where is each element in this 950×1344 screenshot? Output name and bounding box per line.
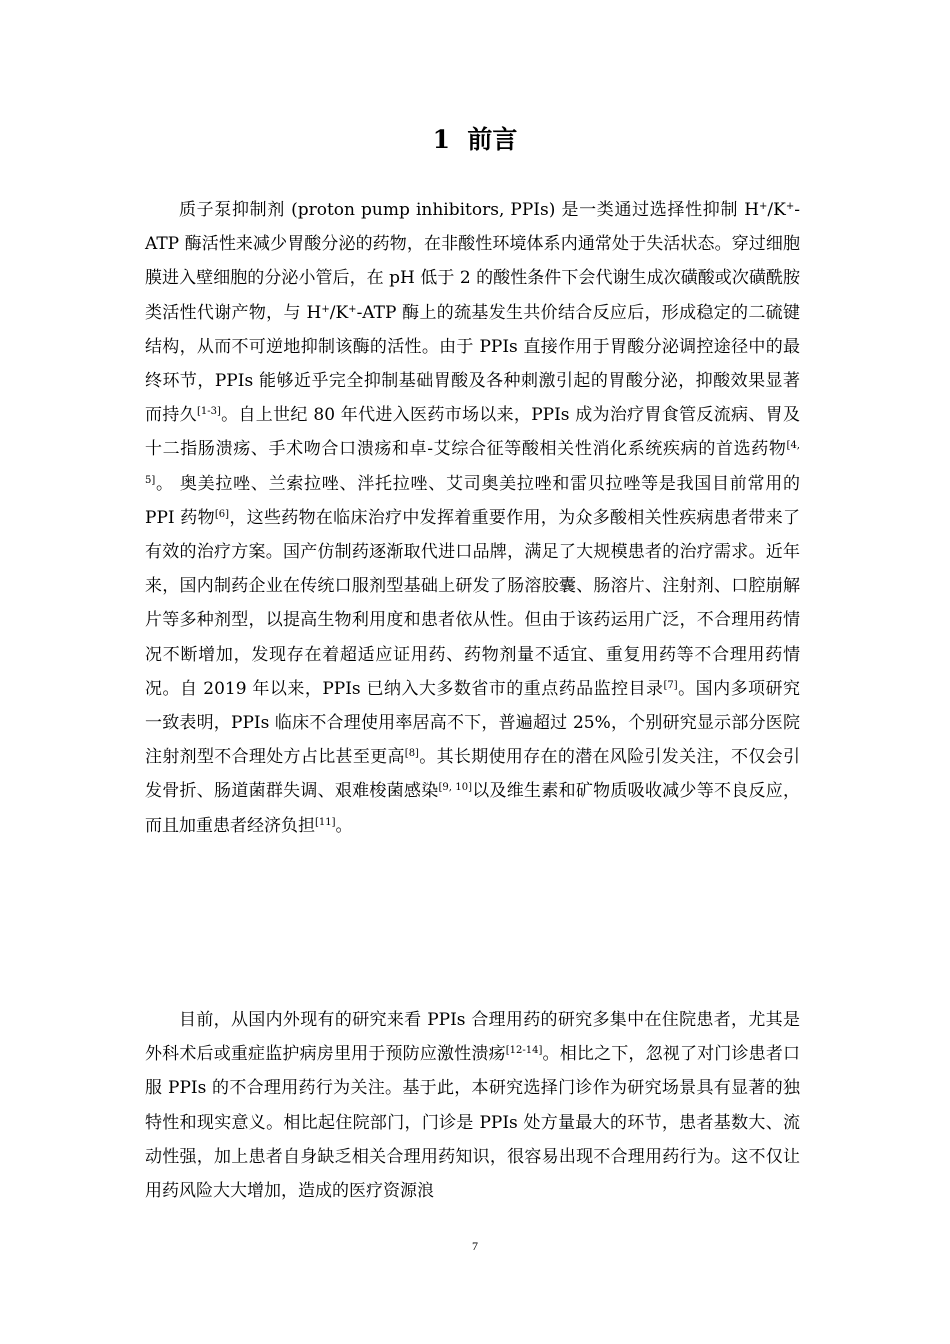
citation-superscript: [4, 5] [145, 440, 800, 486]
citation-superscript: + [785, 201, 795, 212]
paragraph-text: 质子泵抑制剂 (proton pump inhibitors, PPIs) 是一类通过选择性抑制 H [179, 200, 760, 220]
section-title: 前言 [467, 125, 518, 154]
paragraph-text: 。自上世纪 80 年代进入医药市场以来，PPIs 成为治疗胃食管反流病、胃及十二指肠溃疡、手术吻合口溃疡和卓-艾综合征等酸相关性消化系统疾病的首选药物 [145, 405, 800, 460]
section-heading [0, 122, 950, 158]
citation-superscript: [7] [663, 679, 678, 691]
paragraph-current-research [145, 1003, 800, 1208]
citation-superscript: [1-3] [196, 406, 221, 418]
paragraph-text: -ATP 酶上的巯基发生共价结合反应后，形成稳定的二硫键结构，从而不可逆地抑制该酶的活性。由于 PPIs 直接作用于胃酸分泌调控途径中的最终环节，PPIs 能够近乎完全抑制基础胃酸及各种刺激引起的胃酸分泌，抑酸效果显著而持久 [145, 302, 800, 426]
citation-superscript: [6] [214, 508, 230, 520]
paragraph-text: -ATP 酶活性来减少胃酸分泌的药物，在非酸性环境体系内通常处于失活状态。穿过细胞膜进入壁细胞的分泌小管后，在 pH 低于 2 的酸性条件下会代谢生成次磺酸或次磺酰胺类活性代谢产物，与 H [145, 200, 800, 323]
paragraph-text: 。相比之下，忽视了对门诊患者口服 PPIs 的不合理用药行为关注。基于此，本研究选择门诊作为研究场景具有显著的独特性和现实意义。相比起住院部门，门诊是 PPIs 处方量最大的环节，患者基数大、流动性强，加上患者自身缺乏相关合理用药知识，很容易出现不合理用药行为。这不仅让用药风险大大增加，造成的医疗资源浪 [145, 1044, 801, 1202]
paragraph-text: 目前，从国内外现有的研究来看 PPIs 合理用药的研究多集中在住院患者，尤其是外科术后或重症监护病房里用于预防应激性溃疡 [145, 1010, 800, 1065]
citation-superscript: [12-14] [505, 1045, 543, 1057]
paragraph-text: 。国内多项研究一致表明，PPIs 临床不合理使用率居高不下，普遍超过 25%，个别研究显示部分医院注射剂型不合理处方占比甚至更高 [145, 678, 801, 768]
paragraph-text: 。 [335, 815, 353, 836]
citation-superscript: [11] [315, 816, 336, 828]
page-number: 7 [472, 1239, 478, 1253]
citation-superscript: + [348, 303, 357, 315]
paragraph-text: ，这些药物在临床治疗中发挥着重要作用，为众多酸相关性疾病患者带来了有效的治疗方案。国产仿制药逐渐取代进口品牌，满足了大规模患者的治疗需求。近年来，国内制药企业在传统口服剂型基础上研发了肠溶胶囊、肠溶片、注射剂、口腔崩解片等多种剂型，以提高生物利用度和患者依从性。但由于该药运用广泛，不合理用药情况不断增加，发现存在着超适应证用药、药物剂量不适宜、重复用药等不合理用药情况。自 2019 年以来，PPIs 已纳入大多数省市的重点药品监控目录 [145, 507, 801, 699]
citation-superscript: + [321, 303, 330, 315]
citation-superscript: + [759, 201, 768, 212]
paragraph-intro [145, 193, 800, 843]
citation-superscript: [9, 10] [438, 782, 472, 794]
paragraph-text: 。其长期使用存在的潜在风险引发关注，不仅会引发骨折、肠道菌群失调、艰难梭菌感染 [145, 747, 801, 802]
paragraph-text: /K [767, 200, 786, 220]
paragraph-text: /K [329, 302, 349, 323]
paragraph-text: 以及维生素和矿物质吸收减少等不良反应，而且加重患者经济负担 [145, 781, 801, 836]
section-number: 1 [432, 125, 450, 154]
citation-superscript: [8] [404, 748, 419, 760]
paragraph-text: 。 奥美拉唑、兰索拉唑、泮托拉唑、艾司奥美拉唑和雷贝拉唑等是我国目前常用的 PPI 药物 [145, 473, 800, 528]
